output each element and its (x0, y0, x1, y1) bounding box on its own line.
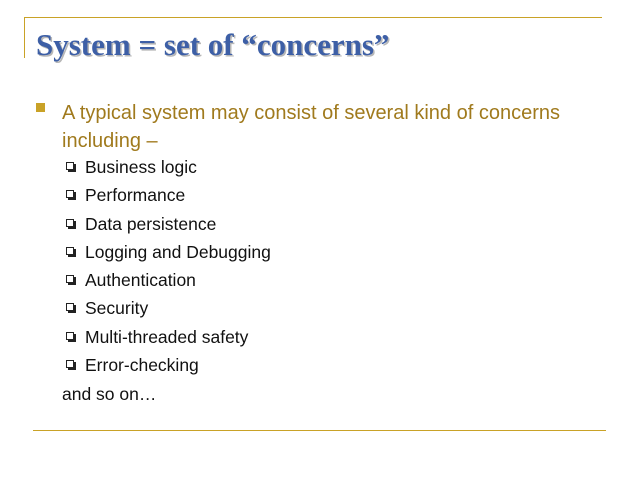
list-item-label: Performance (85, 185, 186, 206)
hollow-square-bullet-icon (66, 303, 74, 311)
hollow-square-bullet-icon (66, 219, 74, 227)
hollow-square-bullet-icon (66, 360, 74, 368)
hollow-square-bullet-icon (66, 332, 74, 340)
hollow-square-bullet-icon (66, 162, 74, 170)
closing-text: and so on… (62, 384, 157, 404)
list-item-label: Business logic (85, 157, 197, 177)
main-bullet-text: A typical system may consist of several kind of concerns including – (62, 102, 560, 152)
hollow-square-bullet-icon (66, 247, 74, 255)
list-item-label: Logging and Debugging (85, 241, 271, 262)
list-item-label: Authentication (85, 270, 196, 291)
list-item-label: Error-checking (85, 355, 199, 376)
list-item-label: Data persistence (85, 213, 217, 234)
hollow-square-bullet-icon (66, 190, 74, 198)
hollow-square-bullet-icon (66, 275, 74, 283)
list-item-label: Security (85, 298, 149, 319)
bottom-divider (33, 430, 606, 431)
slide-title: System = set of “concerns” (36, 27, 390, 62)
left-divider (24, 17, 25, 58)
list-item-label: Multi-threaded safety (85, 326, 249, 347)
top-divider (24, 17, 602, 18)
square-bullet-icon (36, 103, 45, 112)
